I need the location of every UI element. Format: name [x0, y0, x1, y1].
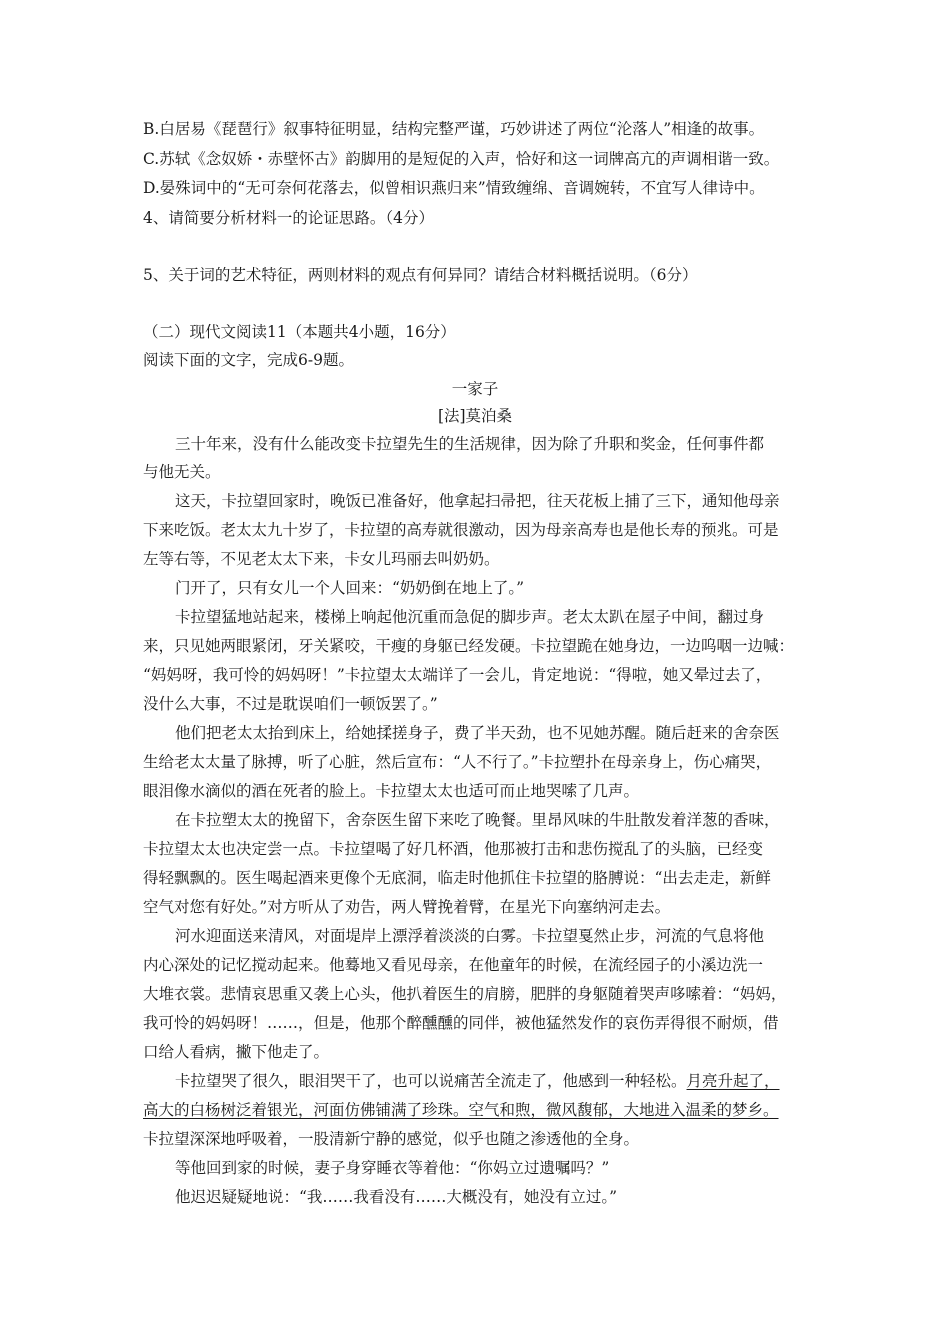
story-line: 口给人看病，撇下他走了。	[143, 1043, 330, 1061]
option-c: C.苏轼《念奴娇・赤壁怀古》韵脚用的是短促的入声，恰好和这一词牌高亢的声调相谐一致。	[143, 150, 780, 168]
story-line: 他们把老太太抬到床上，给她揉搓身子，费了半天劲，也不见她苏醒。随后赶来的舍奈医	[175, 724, 780, 742]
section-header: （二）现代文阅读11（本题共4小题，16分）	[143, 323, 456, 341]
option-b: B.白居易《琵琶行》叙事特征明显，结构完整严谨，巧妙讲述了两位“沦落人”相逢的故事。	[143, 120, 765, 138]
story-line: 得轻飘飘的。医生喝起酒来更像个无底洞，临走时他抓住卡拉望的胳膊说：“出去走走，新鲜	[143, 869, 771, 887]
story-line: 河水迎面送来清风，对面堤岸上漂浮着淡淡的白雾。卡拉望戛然止步，河流的气息将他	[175, 927, 765, 945]
story-line: 我可怜的妈妈呀！……，但是，他那个醉醺醺的同伴，被他猛然发作的哀伤弄得很不耐烦，借	[143, 1014, 779, 1032]
story-line	[175, 1071, 780, 1091]
story-line: 这天，卡拉望回家时，晚饭已准备好，他拿起扫帚把，往天花板上捕了三下，通知他母亲	[175, 492, 780, 510]
story-line: 卡拉望太太也决定尝一点。卡拉望喝了好几杯酒，他那被打击和悲伤搅乱了的头脑，已经变	[143, 840, 764, 858]
underlined-passage: 高大的白杨树泛着银光，河面仿佛铺满了珍珠。空气和煦，微风馥郁，大地进入温柔的梦乡。	[143, 1101, 779, 1119]
story-line: 生给老太太量了脉搏，听了心脏，然后宣布：“人不行了。”卡拉塑扑在母亲身上，伤心痛哭，	[143, 753, 772, 771]
story-line: 来，只见她两眼紧闭，牙关紧咬，干瘦的身躯已经发硬。卡拉望跪在她身边，一边呜咽一边喊：	[143, 637, 795, 655]
story-line: 没什么大事，不过是耽误咱们一顿饭罢了。”	[143, 695, 438, 713]
story-line: “妈妈呀，我可怜的妈妈呀！”卡拉望太太端详了一会儿，肯定地说：“得啦，她又晕过去了，	[143, 666, 772, 684]
story-title: 一家子	[451, 380, 499, 398]
story-line: 眼泪像水滴似的酒在死者的脸上。卡拉望太太也适可而止地哭嗦了几声。	[143, 782, 640, 800]
story-line: 等他回到家的时候，妻子身穿睡衣等着他：“你妈立过遗嘱吗？”	[175, 1159, 610, 1177]
story-author: [法]莫泊桑	[437, 407, 513, 425]
story-line: 空气对您有好处。”对方听从了劝告，两人臂挽着臂，在星光下向塞纳河走去。	[143, 898, 671, 916]
story-line: 大堆衣裳。悲情哀思重又袭上心头，他扒着医生的肩膀，肥胖的身躯随着哭声哆嗦着：“妈妈，	[143, 985, 787, 1003]
question-4: 4、请简要分析材料一的论证思路。（4分）	[143, 209, 434, 227]
option-d: D.晏殊词中的“无可奈何花落去，似曾相识燕归来”情致缠绵、音调婉转，不宜写人律诗中。	[143, 179, 765, 197]
story-line: 卡拉望猛地站起来，楼梯上响起他沉重而急促的脚步声。老太太趴在屋子中间，翻过身	[175, 608, 765, 626]
story-line: 下来吃饭。老太太九十岁了，卡拉望的高寿就很激动，因为母亲高寿也是他长寿的预兆。可是	[143, 521, 779, 539]
story-line: 与他无关。	[143, 463, 221, 481]
story-line: 门开了，只有女儿一个人回来：“奶奶倒在地上了。”	[175, 579, 525, 597]
question-5: 5、关于词的艺术特征，两则材料的观点有何异同？请结合材料概括说明。（6分）	[143, 266, 698, 284]
story-line: 他迟迟疑疑地说：“我……我看没有……大概没有，她没有立过。”	[175, 1188, 618, 1206]
story-line: 在卡拉塑太太的挽留下，舍奈医生留下来吃了晚餐。里昂风味的牛肚散发着洋葱的香味，	[175, 811, 780, 829]
story-line: 三十年来，没有什么能改变卡拉望先生的生活规律，因为除了升职和奖金，任何事件都	[175, 435, 765, 453]
story-text: 卡拉望哭了很久，眼泪哭干了，也可以说痛苦全流走了，他感到一种轻松。	[175, 1072, 687, 1090]
story-line: 左等右等，不见老太太下来，卡女儿玛丽去叫奶奶。	[143, 550, 500, 568]
story-line: 卡拉望深深地呼吸着，一股清新宁静的感觉，似乎也随之渗透他的全身。	[143, 1130, 640, 1148]
underlined-passage: 月亮升起了，	[686, 1072, 780, 1090]
story-line: 内心深处的记忆搅动起来。他蓦地又看见母亲，在他童年的时候，在流经园子的小溪边洗一	[143, 956, 764, 974]
section-instruction: 阅读下面的文字，完成6-9题。	[143, 351, 354, 369]
